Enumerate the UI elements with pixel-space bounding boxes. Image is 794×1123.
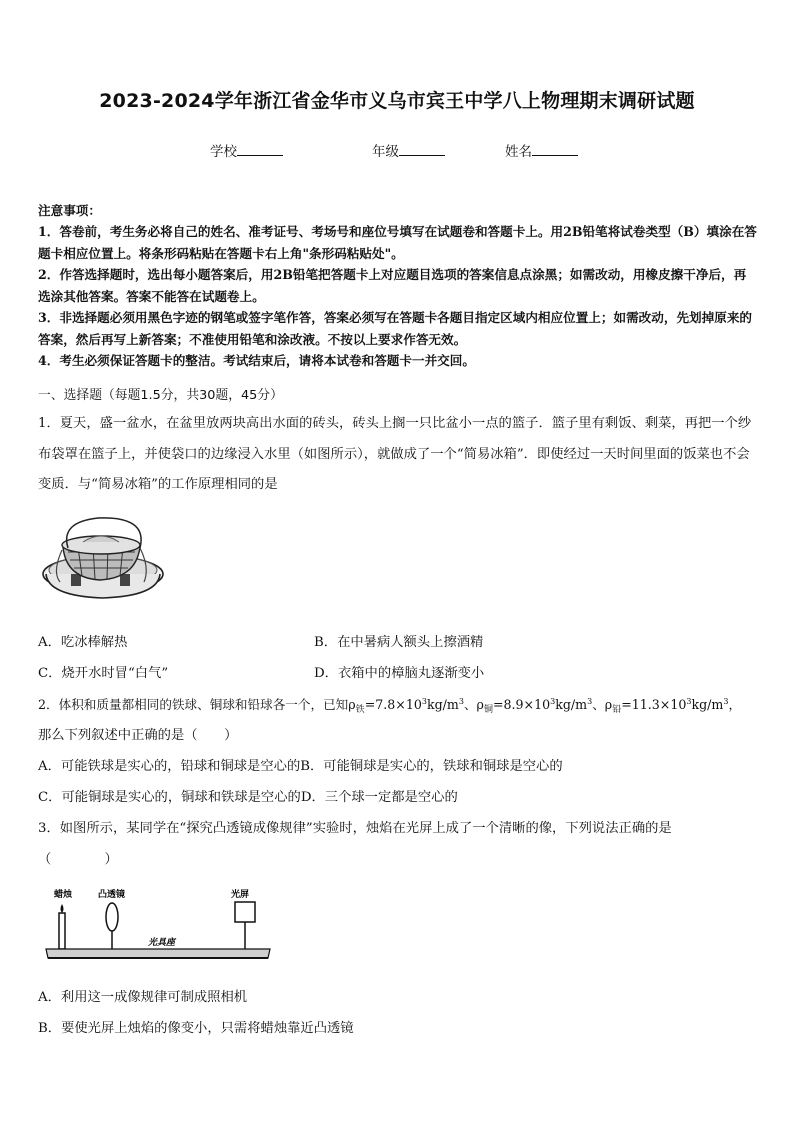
q2-stem: 2．体积和质量都相同的铁球、铜球和铅球各一个，已知$\rho_铁=7.8\times 10^3kg/m^3$、$\rho_铜=8.9\times 10^3kg/m^3$、$\rho_铅=11.3\times 10^3kg/m^3$，	[38, 697, 742, 715]
note-item-1: 1．答卷前，考生务必将自己的姓名、准考证号、考场号和座位号填写在试题卷和答题卡上。用2B铅笔将试卷类型（B）填涂在答题卡相应位置上。将条形码粘贴在答题卡右上角"条形码粘贴处"。	[38, 224, 757, 261]
q2-stem-line2: 那么下列叙述中正确的是（ ）	[38, 728, 238, 743]
q1-stem: 1．夏天，盛一盆水，在盆里放两块高出水面的砖头，砖头上搁一只比盆小一点的篮子．篮子里有剩饭、剩菜，再把一个纱布袋罩在篮子上，并使袋口的边缘浸入水里（如图所示），就做成了一个“简易冰箱”．即使经过一天时间里面的饭菜也不会变质．与“简易冰箱”的工作原理相同的是	[38, 416, 752, 492]
notes-heading: 注意事项：	[38, 203, 101, 218]
q1-option-b[interactable]: B．在中暑病人额头上擦酒精	[314, 635, 484, 650]
screen-label: 光屏	[231, 890, 250, 900]
grade-label: 年级	[372, 144, 399, 160]
section-heading: 一、选择题（每题1.5分，共30题，45分）	[38, 388, 283, 403]
simple-fridge-figure	[38, 512, 168, 607]
note-item-3: 3．非选择题必须用黑色字迹的钢笔或签字笔作答，答案必须写在答题卡各题目指定区域内相应位置上；如需改动，先划掉原来的答案，然后再写上新答案；不准使用铅笔和涂改液。不按以上要求作答无效。	[38, 310, 753, 347]
lens-experiment-figure	[40, 882, 280, 972]
grade-field[interactable]	[372, 140, 445, 160]
q2-option-ab[interactable]: A．可能铁球是实心的，铅球和铜球是空心的B．可能铜球是实心的，铁球和铜球是空心的	[38, 759, 563, 774]
q3-option-b[interactable]: B．要使光屏上烛焰的像变小，只需将蜡烛靠近凸透镜	[38, 1021, 354, 1036]
lens-label: 凸透镜	[98, 890, 126, 900]
q2-option-cd[interactable]: C．可能铜球是实心的，铜球和铁球是空心的D．三个球一定都是空心的	[38, 790, 458, 805]
q3-option-a[interactable]: A．利用这一成像规律可制成照相机	[38, 990, 248, 1005]
candle-label: 蜡烛	[54, 890, 73, 900]
q1-option-d[interactable]: D．衣箱中的樟脑丸逐渐变小	[314, 666, 485, 681]
school-label: 学校	[210, 144, 237, 160]
name-label: 姓名	[505, 144, 532, 160]
q3-stem: 3．如图所示，某同学在“探究凸透镜成像规律”实验时，烛焰在光屏上成了一个清晰的像，下列说法正确的是	[38, 821, 672, 836]
q1-option-c[interactable]: C．烧开水时冒“白气”	[38, 666, 169, 681]
note-item-2: 2．作答选择题时，选出每小题答案后，用2B铅笔把答题卡上对应题目选项的答案信息点涂黑；如需改动，用橡皮擦干净后，再选涂其他答案。答案不能答在试题卷上。	[38, 267, 747, 304]
page-title: 2023-2024学年浙江省金华市义乌市宾王中学八上物理期末调研试题	[99, 90, 695, 112]
note-item-4: 4．考生必须保证答题卡的整洁。考试结束后，请将本试卷和答题卡一并交回。	[38, 353, 475, 368]
bench-label: 光具座	[148, 938, 176, 948]
q3-answer-blank: （ ）	[38, 852, 118, 867]
school-field[interactable]	[210, 140, 283, 160]
q1-option-a[interactable]: A．吃冰棒解热	[38, 635, 128, 650]
name-field[interactable]	[505, 140, 578, 160]
